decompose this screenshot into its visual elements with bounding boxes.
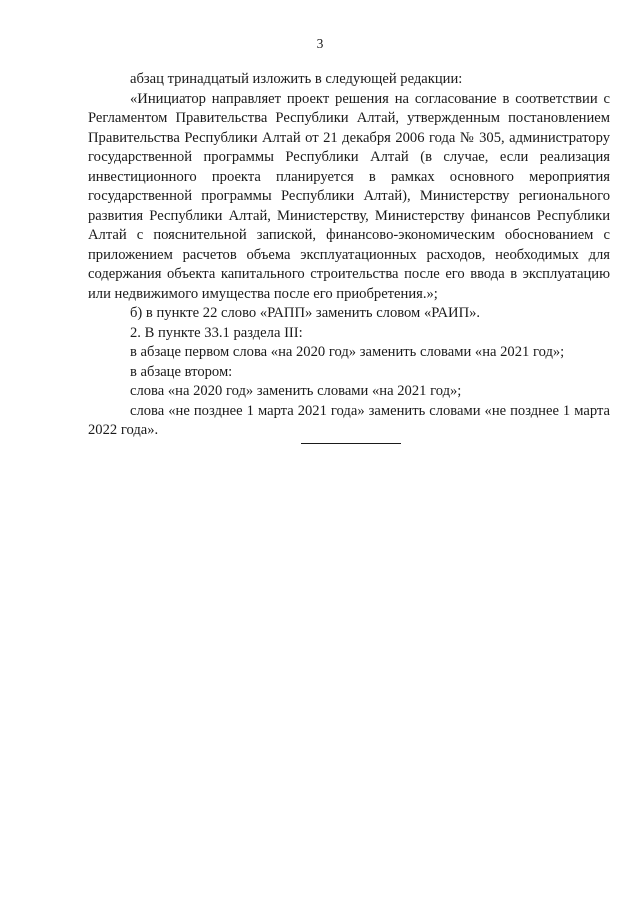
paragraph-replace-year: слова «на 2020 год» заменить словами «на 2021 год»; [130, 383, 462, 399]
document-body [88, 70, 610, 441]
paragraph-intro: абзац тринадцатый изложить в следующей редакции: [130, 71, 463, 87]
page-number: 3 [316, 36, 324, 51]
end-divider-line [301, 443, 401, 444]
paragraph-second-abzac: в абзаце втором: [130, 363, 233, 380]
paragraph-replace-deadline: слова «не позднее 1 марта 2021 года» заменить словами «не позднее 1 марта 2022 года». [88, 402, 610, 438]
paragraph-item-2: 2. В пункте 33.1 раздела III: [130, 324, 303, 341]
paragraph-item-b: б) в пункте 22 слово «РАПП» заменить словом «РАИП». [130, 305, 481, 321]
paragraph-quoted-text: «Инициатор направляет проект решения на согласование в соответствии с Регламентом Правительства Республики Алтай, утвержденным постановлением Правительства Республики Алтай от 21 декабря 2006 года № 305, администратору государственной программы Республики Алтай (в случае, если реализация инвестиционного проекта планируется в рамках основного мероприятия государственной программы Республики Алтай), Министерству регионального развития Республики Алтай, Министерству, Министерству финансов Республики Алтай с пояснительной запиской, финансово-экономическим обоснованием с приложением расчетов объема эксплуатационных расходов, необходимых для содержания объекта капитального строительства после его ввода в эксплуатацию или недвижимого имущества после его приобретения.»; [88, 90, 610, 302]
paragraph-first-abzac: в абзаце первом слова «на 2020 год» заменить словами «на 2021 год»; [130, 344, 565, 360]
